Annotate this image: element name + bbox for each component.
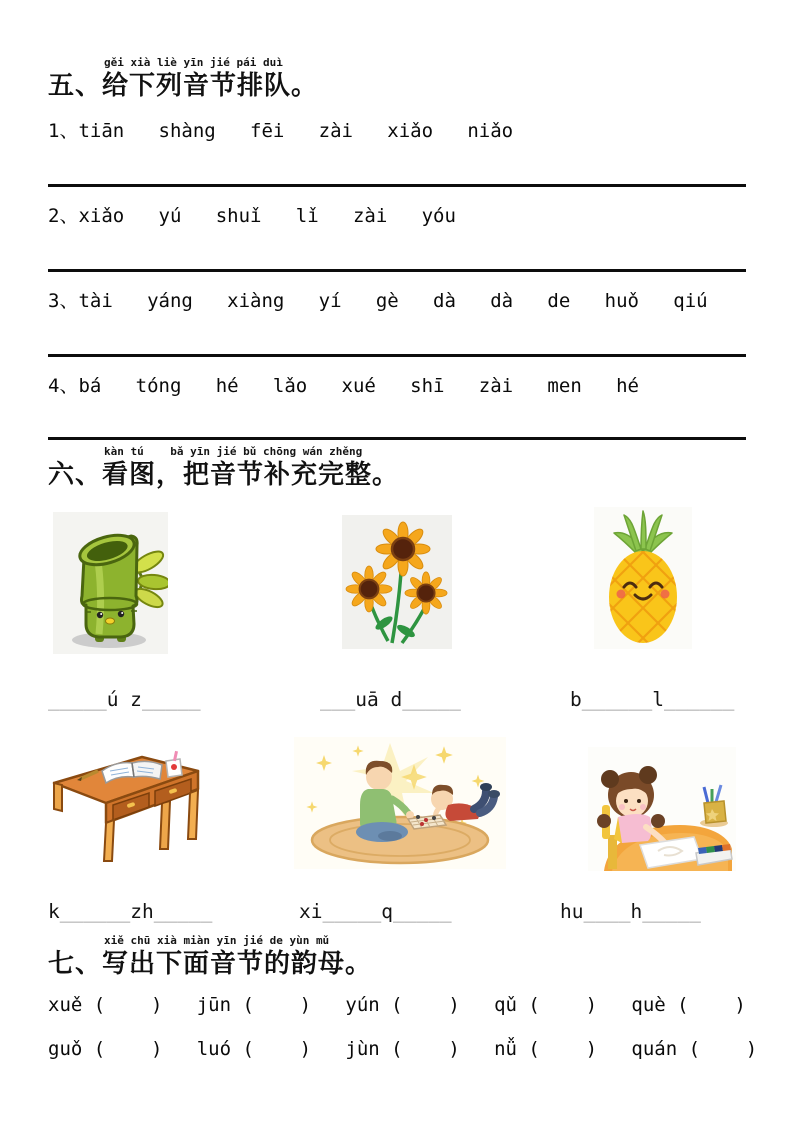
- syllable-line-4: 4、bá tóng hé lǎo xué shī zài men hé: [48, 375, 639, 397]
- section-seven-heading-pinyin: xiě chū xià miàn yīn jié de yùn mǔ: [104, 934, 330, 947]
- desk-image: [50, 745, 202, 867]
- picture-row-1: [48, 509, 763, 659]
- section-seven-title: 写出下面音节的韵母。: [102, 948, 373, 978]
- fill-blank-row-1: [48, 687, 763, 715]
- section-six-heading: [48, 446, 763, 489]
- answer-line-2: [48, 269, 746, 272]
- syllable-line-1: 1、tiān shàng fēi zài xiǎo niǎo: [48, 120, 514, 142]
- picture-row-2: [48, 735, 763, 885]
- syllable-line-3: 3、tài yáng xiàng yí gè dà dà de huǒ qiú: [48, 290, 708, 312]
- answer-line-1: [48, 184, 746, 187]
- syllable-line-2: 2、xiǎo yú shuǐ lǐ zài yóu: [48, 205, 456, 227]
- fill-blank-sunflower: ___uā d_____: [320, 688, 461, 711]
- girl-drawing-image: [588, 747, 736, 871]
- section-six-title: 看图，把音节补充完整。: [102, 459, 400, 489]
- section-six-number: 六、: [48, 458, 103, 489]
- children-playing-chess-image: [294, 737, 506, 869]
- fill-blank-chess: xi_____q_____: [299, 900, 452, 923]
- final-sounds-row-2: guǒ ( ) luó ( ) jùn ( ) nǚ ( ) quán ( ): [48, 1038, 758, 1060]
- fill-blank-bamboo: _____ú z_____: [48, 688, 201, 711]
- section-five-heading: [48, 57, 763, 100]
- section-five-heading-pinyin: gěi xià liè yīn jié pái duì: [104, 56, 283, 69]
- section-five-number: 五、: [48, 69, 103, 100]
- answer-line-3: [48, 354, 746, 357]
- bamboo-image: [53, 512, 168, 654]
- fill-blank-row-2: [48, 899, 763, 927]
- sunflowers-image: [342, 515, 452, 649]
- section-six-heading-pinyin: kàn tú bǎ yīn jié bǔ chōng wán zhěng: [104, 445, 363, 458]
- final-sounds-row-1: xuě ( ) jūn ( ) yún ( ) qǔ ( ) què ( ): [48, 994, 746, 1016]
- section-seven-number: 七、: [48, 947, 103, 978]
- answer-line-4: [48, 437, 746, 440]
- fill-blank-desk: k______zh_____: [48, 900, 213, 923]
- section-seven-heading: [48, 935, 763, 978]
- section-five-title: 给下列音节排队。: [102, 70, 319, 100]
- pineapple-image: [594, 507, 692, 649]
- fill-blank-pineapple: b______l______: [570, 688, 735, 711]
- fill-blank-drawing: hu____h_____: [560, 900, 701, 923]
